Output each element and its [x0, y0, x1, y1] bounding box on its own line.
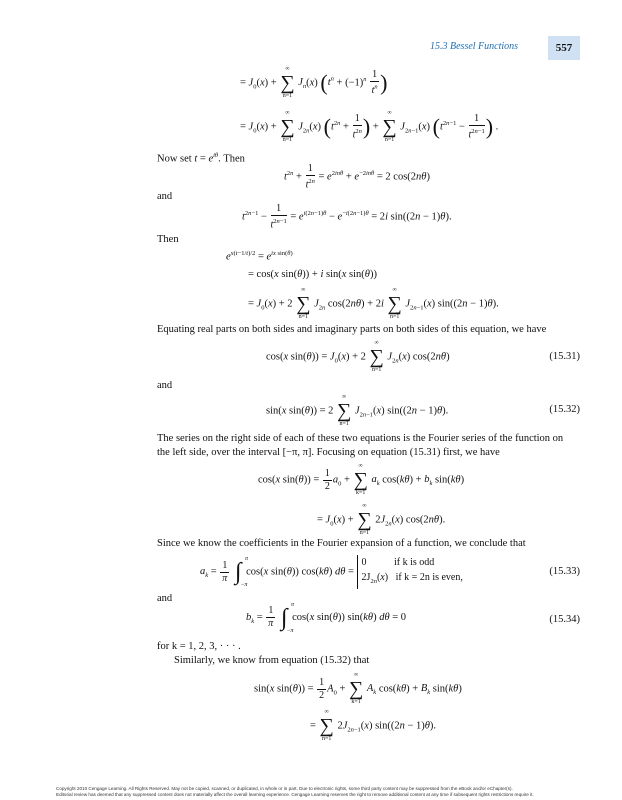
equation-line-1: = $J_0(x)$ + ∞ ∑ n=1 $J_n(x) (t^n + (-1)^n$ $\frac{1}{t^n}$ ): [240, 66, 388, 99]
page-number: 557: [548, 36, 580, 60]
equation-number-15-33: (15.33): [549, 566, 580, 577]
equation-t2n-1: $t^{2n-1}$ − $\frac{1}{t^{2n-1}}$ = $e^{i(2n-1)\theta} - e^{-i(2n-1)\theta} = 2i$ sin((2n − 1)θ).: [242, 203, 452, 231]
equation-fourier-cos-2: = $J_0(x)$ + ∞ ∑ n=1 $2J_{2n}(x)$ cos(2nθ).: [317, 503, 446, 536]
equation-15-34: $b_k$ = $\frac{1}{\pi}$ ∫ π −π cos(x sin(θ)) sin(kθ) dθ = 0: [246, 601, 407, 634]
text-similarly: Similarly, we know from equation (15.32) that: [174, 655, 370, 666]
text-then: Then: [157, 234, 179, 245]
section-title: 15.3 Bessel Functions: [430, 41, 519, 52]
text-for-k: for k = 1, 2, 3, · · · .: [157, 641, 241, 652]
equation-15-31: cos(x $\sin(\theta)) = J_0(x) + 2$ ∞ ∑ n=1 $J_{2n}(x)$ cos(2nθ): [266, 340, 450, 373]
case-odd-value: 0: [361, 557, 367, 568]
text-series-2: the left side, over the interval [−π, π]. Focusing on equation (15.31) first, we have: [157, 447, 500, 458]
equation-t2n: $t^{2n}$ + $\frac{1}{t^{2n}}$ = $e^{2in\theta} + e^{-2in\theta} = 2$ cos(2nθ): [284, 163, 430, 191]
equation-number-15-31: (15.31): [549, 351, 580, 362]
equation-fourier-sin: sin(x sin(θ)) = $\frac{1}{2}$ $A_0$ + ∞ ∑ k=1 $A_k$ $\cos(k\theta) + B_k$ sin(kθ): [254, 672, 462, 705]
text-and-1: and: [157, 191, 173, 202]
equation-number-15-32: (15.32): [549, 404, 580, 415]
equation-expansion: = $J_0(x) + 2$ ∞ ∑ n=1 $J_{2n}$ cos(2nθ) + 2i ∞ ∑ n=1 $J_{2n-1}(x) \sin((2n - 1)\theta)$.: [248, 287, 499, 320]
equation-number-15-34: (15.34): [549, 614, 580, 625]
text-and-3: and: [157, 593, 173, 604]
text-and-2: and: [157, 380, 173, 391]
equation-15-33: $a_k$ = $\frac{1}{\pi}$ ∫ π −π cos(x sin(θ)) cos(kθ) dθ = 0 if k is odd $2J_{2n}(x)$ if k = 2n is even,: [200, 556, 463, 588]
equation-line-2: = $J_0(x)$ + ∞ ∑ n=1 $J_{2n}(x) (t^{2n}$ + $\frac{1}{t^{2n}}$ ) + ∞ ∑ n=1 $J_{2n-1}(x) (t^{2n-1}$ − $\frac{1}{t^{2n-1}}$ ) .: [240, 110, 499, 143]
equation-fourier-sin-2: = ∞ ∑ n=1 $2J_{2n-1}(x) \sin((2n - 1)\theta)$.: [310, 709, 437, 742]
text-since: Since we know the coefficients in the Fourier expansion of a function, we conclude that: [157, 538, 526, 549]
text-series-1: The series on the right side of each of these two equations is the Fourier series of the function on: [157, 433, 564, 444]
footer-copyright: Copyright 2010 Cengage Learning. All Rights Reserved. May not be copied, scanned, or duplicated, in whole or in part. Due to electronic rights, some third party content may be suppressed from the eBook and/or eChapter(s).: [56, 786, 513, 791]
equation-fourier-cos: cos(x sin(θ)) = $\frac{1}{2}$ $a_0$ + ∞ ∑ k=1 $a_k$ $\cos(k\theta) + b_k$ sin(kθ): [258, 463, 465, 496]
case-even-condition: if k = 2n is even,: [395, 572, 463, 583]
equation-euler: = cos(x sin(θ)) + i sin(x sin(θ)): [248, 269, 377, 280]
equation-generating: $e^{x(t-1/t)/2} = e^{ix sin(\theta)}$: [226, 250, 293, 263]
footer-editorial: Editorial review has deemed that any suppressed content does not materially affect the overall learning experience. Cengage Learning reserves the right to remove additional content at any time if subsequent rights restrictions require it.: [56, 792, 534, 797]
equation-15-32: sin(x sin(θ)) = 2 ∞ ∑ n=1 $J_{2n-1}(x) \sin((2n - 1)\theta)$.: [266, 394, 449, 427]
text-equating: Equating real parts on both sides and imaginary parts on both sides of this equation, we have: [157, 324, 547, 335]
case-even-value: 2J: [361, 572, 371, 583]
case-odd-condition: if k is odd: [394, 557, 435, 568]
text-now-set: Now set $t = e^{i\theta}$. Then: [157, 152, 245, 165]
